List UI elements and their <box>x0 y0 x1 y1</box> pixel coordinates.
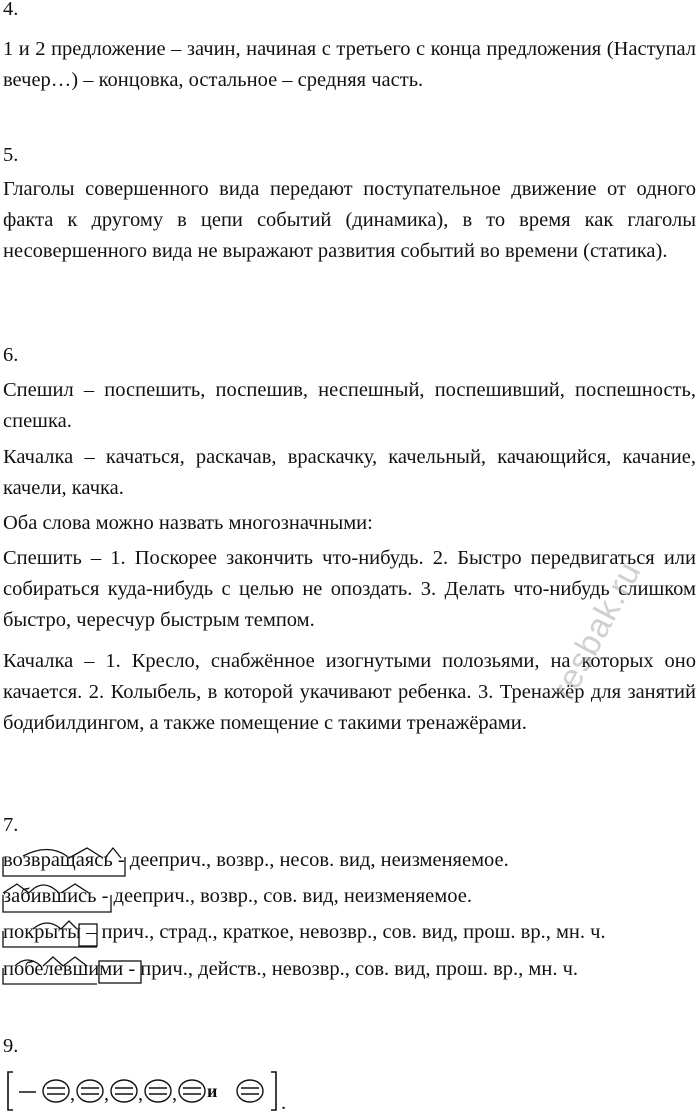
morpheme-word <box>3 881 96 912</box>
svg-text:,: , <box>138 1083 143 1105</box>
section-5-number: 5. <box>3 144 19 166</box>
svg-text:,: , <box>70 1083 75 1105</box>
morphology-line <box>3 845 509 875</box>
section-6-paragraph-1: Спешил – поспешить, поспешив, неспешный, поспешивший, поспешность, спешка. <box>3 379 696 432</box>
watermark: resbak.ru <box>544 555 649 706</box>
section-5-text: Глаголы совершенного вида передают поступательное движение от одного факта к другому в цепи событий (динамика), в то время как глаголы несовершенного вида не выражают развития событий во времени (статика). <box>3 178 696 262</box>
morphology-line <box>3 881 472 911</box>
parsed-word: забившись <box>3 885 97 907</box>
svg-text:,: , <box>104 1083 109 1105</box>
morpheme-marks <box>3 917 99 951</box>
morpheme-marks <box>3 881 113 915</box>
section-6-number: 6. <box>3 344 19 366</box>
morphology-description: – прич., страд., краткое, невозвр., сов. вид, прош. вр., мн. ч. <box>80 921 606 943</box>
sentence-scheme <box>6 1070 306 1118</box>
section-6-paragraph-2: Качалка – качаться, раскачав, враскачку, качельный, качающийся, качание, качели, качка. <box>3 446 696 499</box>
morphology-line <box>3 954 578 984</box>
section-4-number: 4. <box>3 0 19 20</box>
section-6-paragraph-5: Качалка – 1. Кресло, снабжённое изогнутыми полозьями, на которых оно качается. 2. Колыбель, в которой укачивают ребенка. 3. Тренажёр для занятий бодибилдингом, а также помещение с такими тренажёрами. <box>3 650 696 734</box>
morphology-description: - прич., действ., невозвр., сов. вид, прош. вр., мн. ч. <box>123 958 579 980</box>
section-6-paragraph-3: Оба слова можно назвать многозначными: <box>3 512 373 534</box>
sentence-scheme-diagram <box>6 1070 306 1118</box>
morpheme-marks <box>3 845 127 879</box>
section-9-number: 9. <box>3 1035 19 1057</box>
scheme-conjunction: и <box>207 1081 218 1101</box>
morphology-description: - дееприч., возвр., сов. вид, неизменяемое. <box>96 885 472 907</box>
morpheme-word <box>3 954 123 985</box>
morpheme-word <box>3 845 113 876</box>
morpheme-marks <box>3 954 145 988</box>
parsed-word: покрыты <box>3 921 81 943</box>
parsed-word: возвращаясь <box>3 849 113 871</box>
section-6-paragraph-4: Спешить – 1. Поскорее закончить что-нибудь. 2. Быстро передвигаться или собираться куда-нибудь с целью не опоздать. 3. Делать что-нибудь слишком быстро, чересчур быстрым темпом. <box>3 547 696 631</box>
scheme-end-mark: . <box>281 1092 287 1114</box>
morphology-description: - дееприч., возвр., несов. вид, неизменяемое. <box>112 849 509 871</box>
svg-text:,: , <box>172 1083 177 1105</box>
morphology-line <box>3 917 606 947</box>
parsed-word: побелевшими <box>3 958 124 980</box>
section-7-number: 7. <box>3 814 19 836</box>
morpheme-word <box>3 917 81 948</box>
section-4-text: 1 и 2 предложение – зачин, начиная с третьего с конца предложения (Наступал вечер…) – концовка, остальное – средняя часть. <box>3 38 696 91</box>
